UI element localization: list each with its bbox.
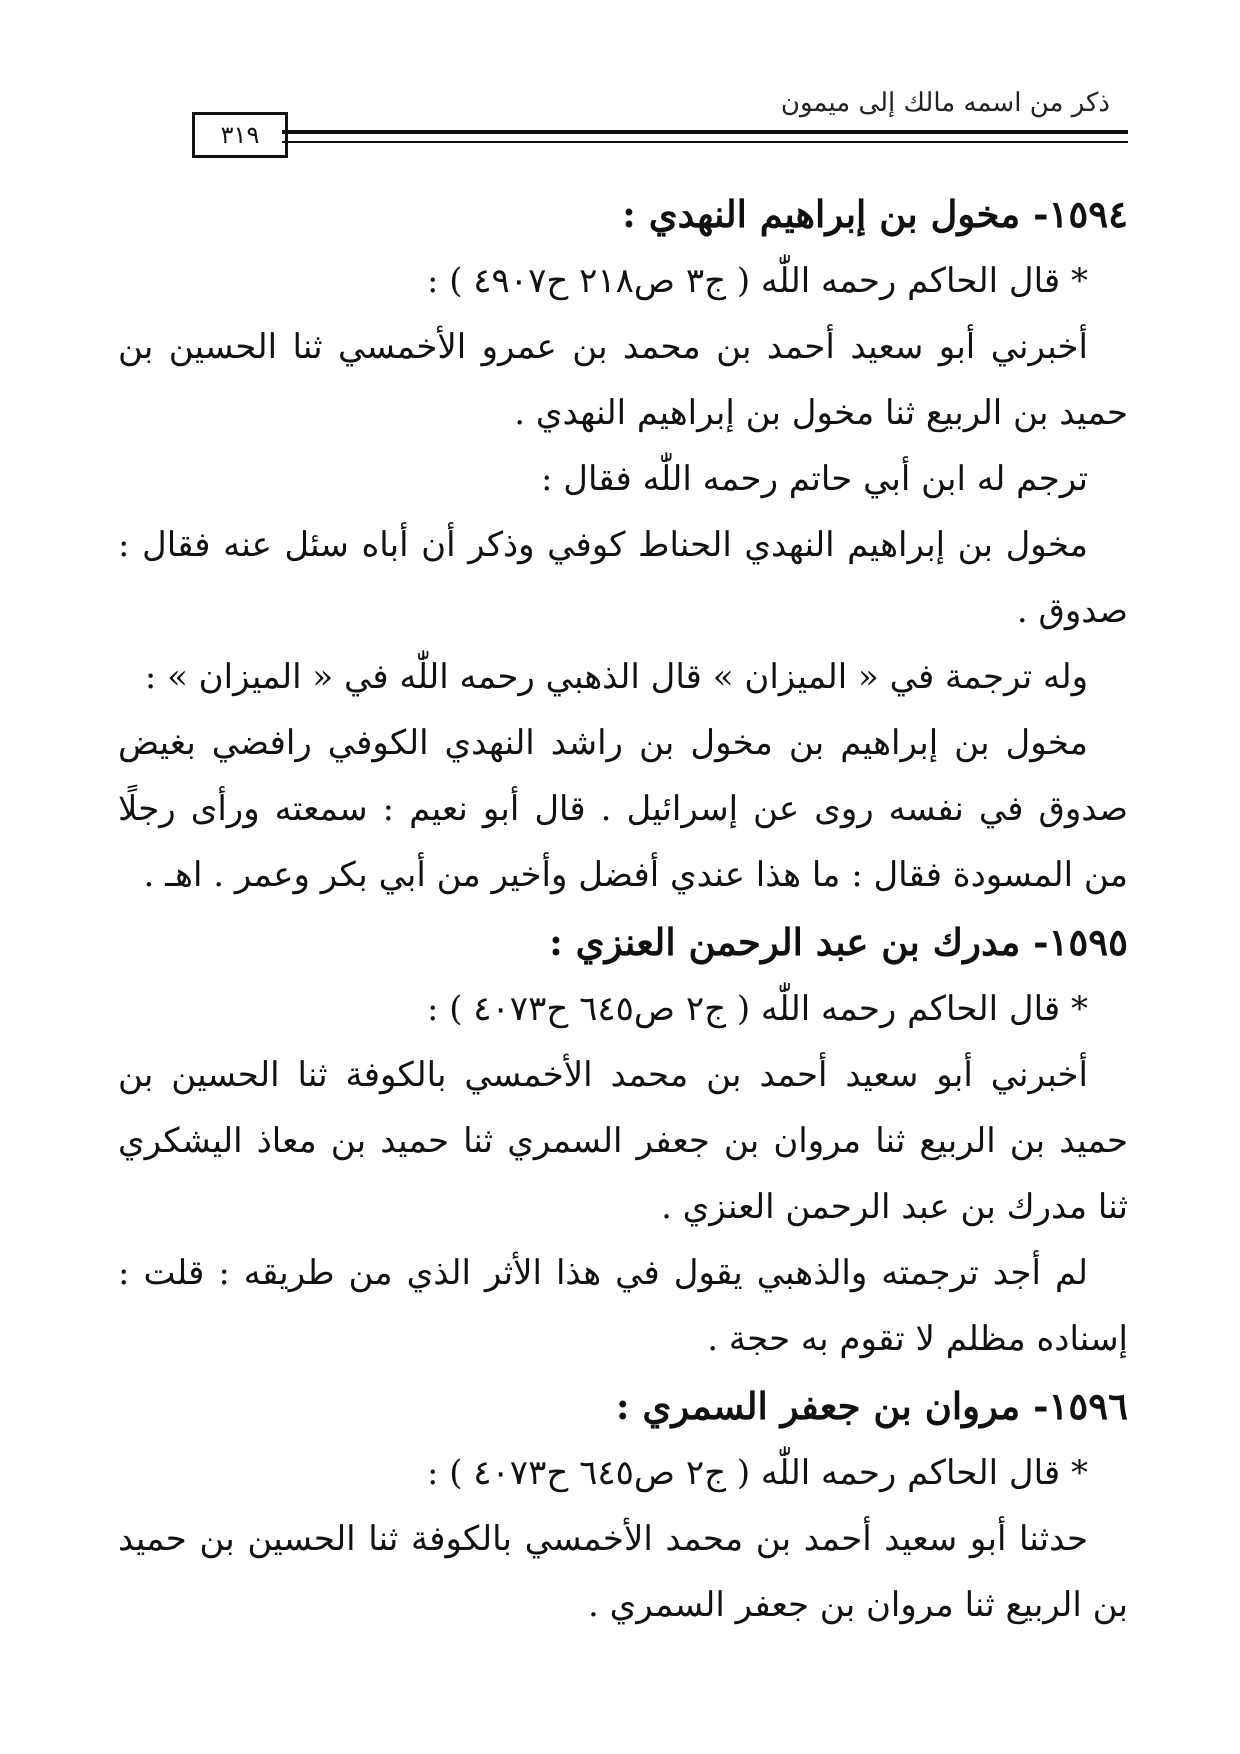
- page-number: ٣١٩: [192, 112, 288, 158]
- paragraph: مخول بن إبراهيم النهدي الحناط كوفي وذكر أن أباه سئل عنه فقال : صدوق .: [118, 525, 1128, 631]
- paragraph: وله ترجمة في « الميزان » قال الذهبي رحمه اللّٰه في « الميزان » :: [144, 657, 1088, 697]
- entry: [118, 1372, 1128, 1638]
- entry-title: ١٥٩٤- مخول بن إبراهيم النهدي :: [622, 192, 1128, 236]
- running-head: ذكر من اسمه مالك إلى ميمون: [780, 88, 1110, 118]
- source-citation: * قال الحاكم رحمه اللّٰه ( ج٣ ص٢١٨ ح٤٩٠٧ ) :: [426, 261, 1088, 301]
- entry-title: ١٥٩٥- مدرك بن عبد الرحمن العنزي :: [549, 920, 1128, 964]
- paragraph: مخول بن إبراهيم بن مخول بن راشد النهدي الكوفي رافضي بغيض صدوق في نفسه روى عن إسرائيل . قال أبو نعيم : سمعته ورأى رجلًا من المسودة فقال : ما هذا عندي أفضل وأخير من أبي بكر وعمر . اهـ .: [118, 723, 1128, 895]
- entry: [118, 908, 1128, 1372]
- paragraph: حدثنا أبو سعيد أحمد بن محمد الأخمسي بالكوفة ثنا الحسين بن حميد بن الربيع ثنا مروان بن جعفر السمري .: [118, 1519, 1128, 1625]
- paragraph: أخبرني أبو سعيد أحمد بن محمد بن عمرو الأخمسي ثنا الحسين بن حميد بن الربيع ثنا مخول بن إبراهيم النهدي .: [118, 327, 1128, 433]
- paragraph: لم أجد ترجمته والذهبي يقول في هذا الأثر الذي من طريقه : قلت : إسناده مظلم لا تقوم به حجة .: [118, 1253, 1128, 1359]
- entry-title: ١٥٩٦- مروان بن جعفر السمري :: [615, 1384, 1128, 1428]
- paragraph: ترجم له ابن أبي حاتم رحمه اللّٰه فقال :: [540, 459, 1088, 499]
- page-body: [118, 180, 1128, 1638]
- entry: [118, 180, 1128, 908]
- header-rule-thin: [282, 141, 1128, 143]
- source-citation: * قال الحاكم رحمه اللّٰه ( ج٢ ص٦٤٥ ح٤٠٧٣ ) :: [426, 989, 1088, 1029]
- source-citation: * قال الحاكم رحمه اللّٰه ( ج٢ ص٦٤٥ ح٤٠٧٣ ) :: [426, 1453, 1088, 1493]
- header-rule-thick: [282, 130, 1128, 134]
- paragraph: أخبرني أبو سعيد أحمد بن محمد الأخمسي بالكوفة ثنا الحسين بن حميد بن الربيع ثنا مروان بن جعفر السمري ثنا حميد بن معاذ اليشكري ثنا مدرك بن عبد الرحمن العنزي .: [118, 1055, 1128, 1227]
